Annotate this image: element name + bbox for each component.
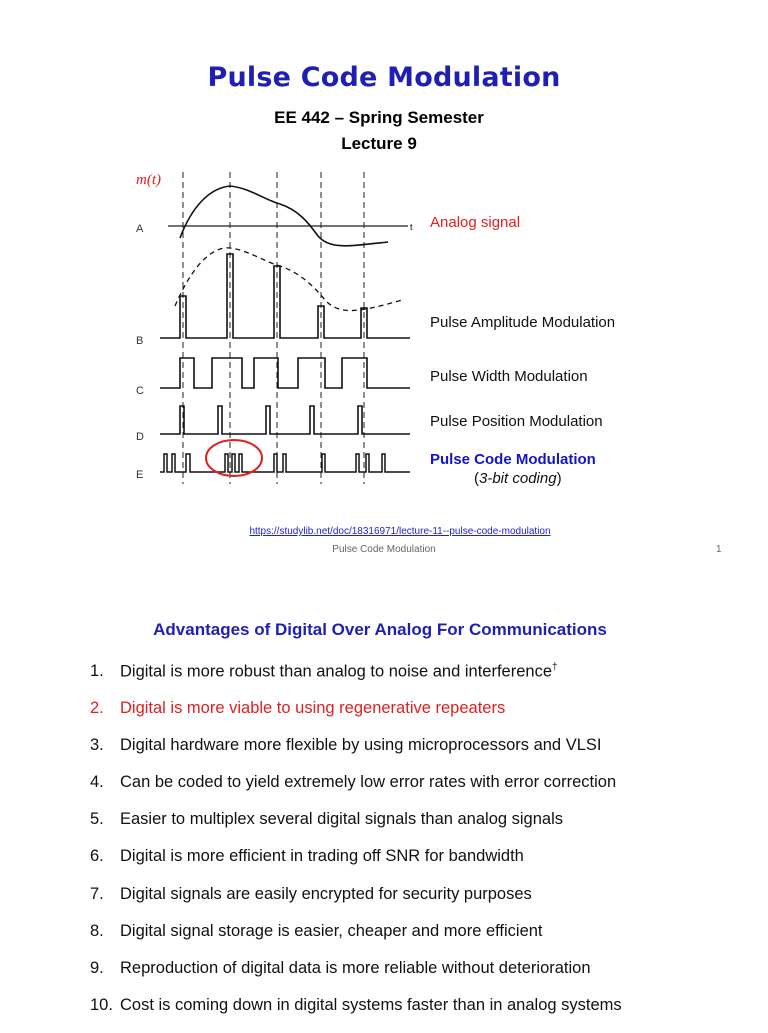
pcm-label: Pulse Code Modulation bbox=[430, 451, 596, 468]
list-item bbox=[90, 736, 760, 773]
course-subtitle: EE 442 – Spring Semester bbox=[274, 108, 484, 127]
ppm-label: Pulse Position Modulation bbox=[430, 413, 603, 430]
item-text: Digital signals are easily encrypted for security purposes bbox=[120, 884, 532, 903]
item-text: Can be coded to yield extremely low error rates with error correction bbox=[120, 773, 617, 792]
dagger-mark: † bbox=[552, 662, 558, 673]
row-label-e: E bbox=[136, 469, 144, 481]
item-text: Digital is more viable to using regenerative repeaters bbox=[120, 699, 506, 718]
row-label-a: A bbox=[136, 223, 144, 235]
item-number: 3. bbox=[90, 736, 104, 755]
item-number: 5. bbox=[90, 810, 104, 829]
page-number: 1 bbox=[716, 544, 722, 555]
item-text: Digital hardware more flexible by using microprocessors and VLSI bbox=[120, 736, 602, 755]
item-number: 6. bbox=[90, 847, 104, 866]
advantages-title: Advantages of Digital Over Analog For Communications bbox=[153, 620, 607, 639]
lecture-number: Lecture 9 bbox=[341, 134, 417, 153]
coding-text: 3-bit coding bbox=[479, 470, 557, 487]
analog-curve bbox=[180, 186, 388, 246]
list-item bbox=[90, 810, 760, 847]
item-text: Easier to multiplex several digital signals than analog signals bbox=[120, 810, 563, 829]
row-label-b: B bbox=[136, 335, 144, 347]
ppm-pulses bbox=[160, 406, 410, 434]
list-item bbox=[90, 959, 760, 996]
footer-title: Pulse Code Modulation bbox=[332, 544, 436, 555]
item-number: 8. bbox=[90, 921, 104, 940]
slide-title: Pulse Code Modulation bbox=[207, 62, 561, 93]
pwm-pulses bbox=[160, 358, 410, 388]
item-text: Reproduction of digital data is more reliable without deterioration bbox=[120, 958, 591, 977]
advantages-list bbox=[90, 662, 760, 1033]
modulation-diagram bbox=[120, 166, 420, 496]
analog-signal-label: Analog signal bbox=[430, 214, 521, 231]
item-text bbox=[120, 662, 558, 699]
row-label-d: D bbox=[136, 431, 144, 443]
item-text: Digital signal storage is easier, cheaper and more efficient bbox=[120, 921, 543, 940]
list-item bbox=[90, 662, 760, 699]
row-label-c: C bbox=[136, 385, 144, 397]
list-item bbox=[90, 699, 760, 736]
pwm-label: Pulse Width Modulation bbox=[430, 368, 588, 385]
highlight-circle bbox=[206, 440, 262, 476]
list-item bbox=[90, 847, 760, 884]
item-number: 2. bbox=[90, 699, 104, 718]
item-number: 9. bbox=[90, 958, 104, 977]
coding-open-paren: ( bbox=[474, 470, 479, 487]
time-axis-label: t bbox=[410, 222, 413, 232]
list-item bbox=[90, 885, 760, 922]
item-number: 4. bbox=[90, 773, 104, 792]
source-link[interactable]: https://studylib.net/doc/18316971/lecture-11--pulse-code-modulation bbox=[249, 526, 551, 537]
pcm-pulses bbox=[160, 454, 410, 472]
pam-label: Pulse Amplitude Modulation bbox=[430, 314, 616, 331]
item-number: 10. bbox=[90, 995, 113, 1014]
item-text: Digital is more efficient in trading off SNR for bandwidth bbox=[120, 847, 524, 866]
coding-close-paren: ) bbox=[556, 470, 562, 487]
coding-note bbox=[474, 470, 562, 487]
list-item bbox=[90, 922, 760, 959]
item-text: Cost is coming down in digital systems faster than in analog systems bbox=[120, 995, 622, 1014]
list-item bbox=[90, 996, 760, 1033]
signal-label: m(t) bbox=[136, 172, 161, 188]
item-text-body: Digital is more robust than analog to noise and interference bbox=[120, 662, 553, 681]
item-number: 7. bbox=[90, 884, 104, 903]
list-item bbox=[90, 773, 760, 810]
item-number: 1. bbox=[90, 662, 104, 680]
pam-envelope bbox=[175, 248, 402, 311]
